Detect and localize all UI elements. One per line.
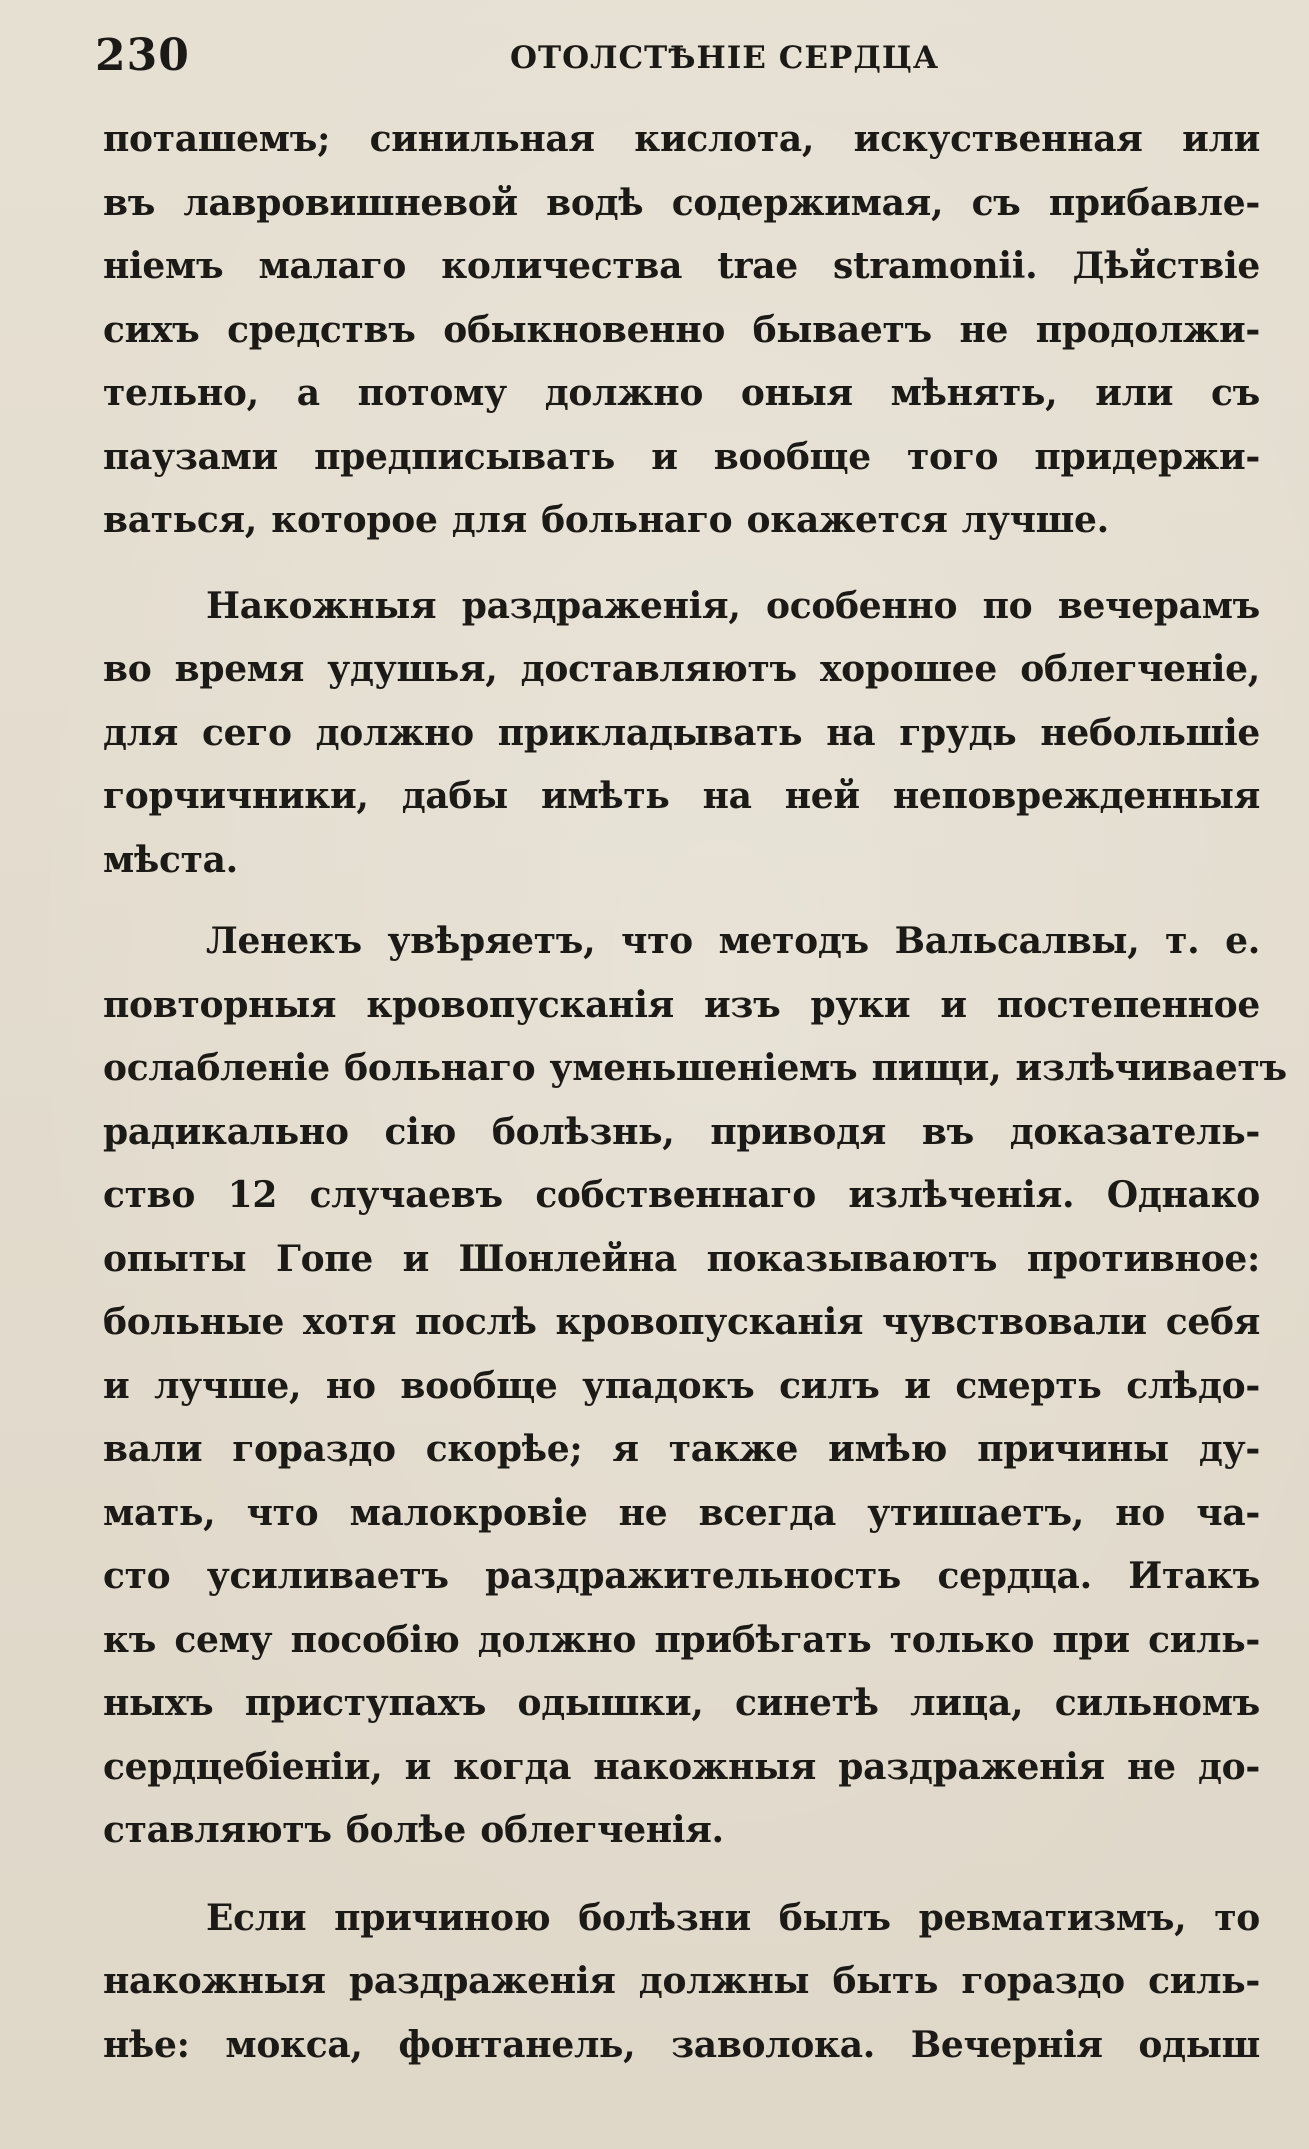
page-header <box>0 0 1309 100</box>
text-line: нѣе: мокса, фонтанель, заволока. Вечернія одыш <box>103 2023 1260 2066</box>
text-line: ніемъ малаго количества trae stramonii. Дѣйствіе <box>103 245 1260 287</box>
text-line: Накожныя раздраженія, особенно по вечерамъ <box>206 584 1260 627</box>
paragraph-1 <box>103 108 1260 553</box>
text-line: тельно, а потому должно оныя мѣнять, или съ <box>103 372 1260 414</box>
text-line: горчичники, дабы имѣть на ней неповрежденныя <box>103 775 1260 817</box>
page-number: 230 <box>95 30 190 81</box>
text-line: ство 12 случаевъ собственнаго излѣченія. Однако <box>103 1174 1260 1216</box>
text-line: сто усиливаетъ раздражительность сердца. Итакъ <box>103 1555 1260 1597</box>
text-line: мать, что малокровіе не всегда утишаетъ, но ча- <box>103 1491 1260 1534</box>
text-line: сихъ средствъ обыкновенно бываетъ не продолжи- <box>103 308 1260 351</box>
text-line: больные хотя послѣ кровопусканія чувствовали себя <box>103 1301 1260 1343</box>
paragraph-4 <box>103 1887 1260 2078</box>
text-line: для сего должно прикладывать на грудь небольшіе <box>103 711 1260 754</box>
text-line: сердцебіеніи, и когда накожныя раздраженія не до- <box>103 1745 1260 1788</box>
text-line: паузами предписывать и вообще того придержи- <box>103 435 1260 478</box>
text-line: мѣста. <box>103 838 238 881</box>
text-line: вали гораздо скорѣе; я также имѣю причины ду- <box>103 1428 1260 1470</box>
text-line: Ленекъ увѣряетъ, что методъ Вальсалвы, т. е. <box>206 920 1260 962</box>
text-line: поташемъ; синильная кислота, искуственная или <box>103 118 1260 160</box>
text-line: во время удушья, доставляютъ хорошее облегченіе, <box>103 648 1260 690</box>
text-line: ослабленіе больнаго уменьшеніемъ пищи, излѣчиваетъ <box>103 1047 1287 1089</box>
running-title: ОТОЛСТѢНІЕ СЕРДЦА <box>510 40 940 76</box>
text-line: повторныя кровопусканія изъ руки и постепенное <box>103 983 1260 1026</box>
text-line: Если причиною болѣзни былъ ревматизмъ, то <box>206 1896 1260 1939</box>
text-line: и лучше, но вообще упадокъ силъ и смерть слѣдо- <box>103 1364 1260 1407</box>
paragraph-3 <box>103 910 1287 1863</box>
text-line: ставляютъ болѣе облегченія. <box>103 1809 724 1851</box>
text-line: опыты Гопе и Шонлейна показываютъ противное: <box>103 1237 1260 1280</box>
text-line: ныхъ приступахъ одышки, синетѣ лица, сильномъ <box>103 1682 1260 1724</box>
text-line: въ лавровишневой водѣ содержимая, съ прибавле- <box>103 181 1260 224</box>
text-line: радикально сію болѣзнь, приводя въ доказатель- <box>103 1110 1260 1153</box>
text-line: къ сему пособію должно прибѣгать только при силь- <box>103 1618 1260 1661</box>
paragraph-2 <box>103 575 1260 893</box>
text-line: накожныя раздраженія должны быть гораздо силь- <box>103 1960 1260 2002</box>
body-text <box>103 108 1287 2077</box>
text-line: ваться, которое для больнаго окажется лучше. <box>103 499 1109 541</box>
